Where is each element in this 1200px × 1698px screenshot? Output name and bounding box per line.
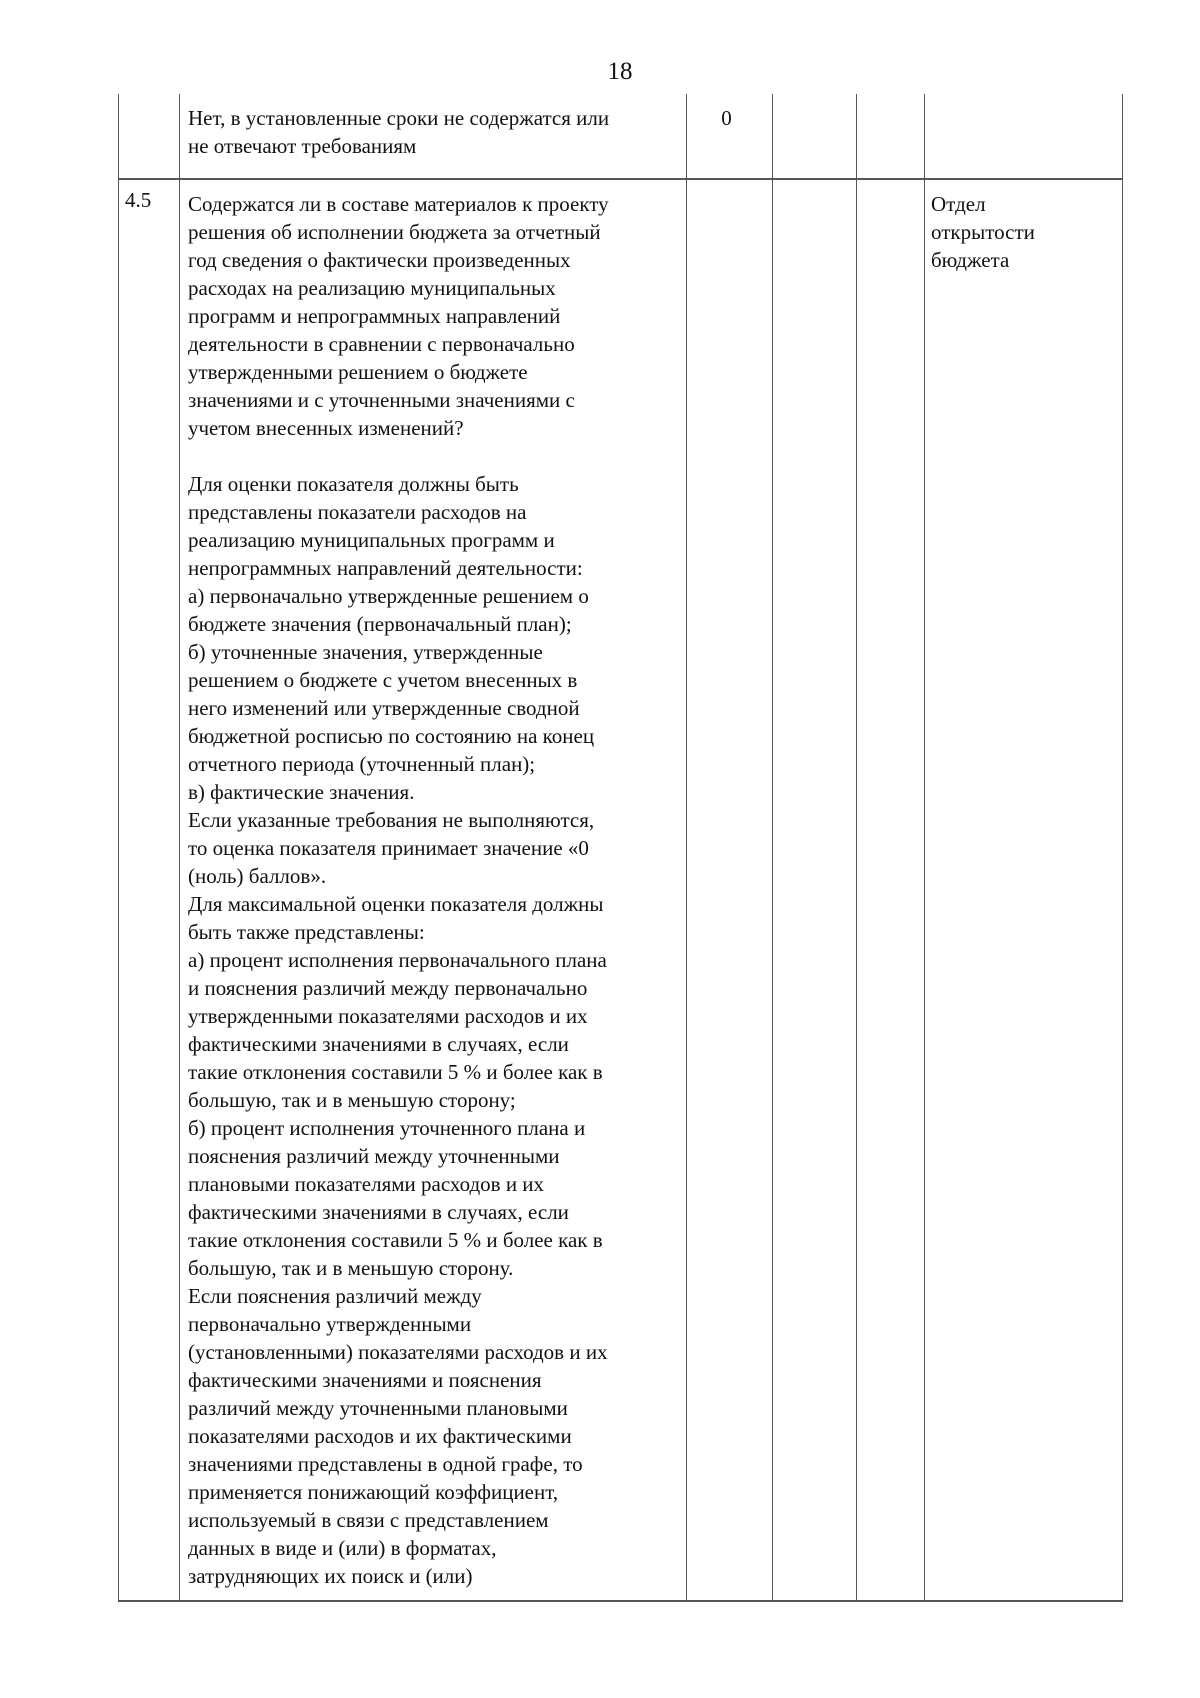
empty-cell	[773, 94, 857, 179]
score-cell	[687, 179, 773, 1601]
score-cell	[687, 94, 773, 179]
score-value: 0	[721, 106, 732, 130]
row-number: 4.5	[119, 179, 180, 1601]
empty-cell	[857, 94, 925, 179]
criterion-details: Для оценки показателя должны быть представлены показатели расходов на реализацию муниципальных программ и непрограммных направлений деятельности: а) первоначально утвержденные решением о бюджете значения (первоначальный план); б) уточненные значения, утвержденные решением о бюджете с учетом внесенных в него изменений или утвержденные сводной бюджетной росписью по состоянию на конец отчетного периода (уточненный план); в) фактические значения. Если указанные требования не выполняются, то оценка показателя принимает значение «0 (ноль) баллов». Для максимальной оценки показателя должны быть также представлены: а) процент исполнения первоначального плана и пояснения различий между первоначально утвержденными показателями расходов и их фактическими значениями в случаях, если такие отклонения составили 5 % и более как в большую, так и в меньшую сторону; б) процент исполнения уточненного плана и пояснения различий между уточненными плановыми показателями расходов и их фактическими значениями в случаях, если такие отклонения составили 5 % и более как в большую, так и в меньшую сторону. Если пояснения различий между первоначально утвержденными (установленными) показателями расходов и их фактическими значениями и пояснения различий между уточненными плановыми показателями расходов и их фактическими значениями представлены в одной графе, то применяется понижающий коэффициент, используемый в связи с представлением данных в виде и (или) в форматах, затрудняющих их поиск и (или)	[188, 472, 608, 1588]
table-row	[119, 94, 1123, 179]
criteria-table	[118, 94, 1123, 1602]
criterion-question: Содержатся ли в составе материалов к проекту решения об исполнении бюджета за отчетный год сведения о фактически произведенных расходах на реализацию муниципальных программ и непрограммных направлений деятельности в сравнении с первоначально утвержденными решением о бюджете значениями и с уточненными значениями с учетом внесенных изменений?	[188, 192, 609, 440]
criterion-cell	[180, 179, 687, 1601]
empty-cell	[857, 179, 925, 1601]
page-number: 18	[607, 58, 633, 85]
responsible-cell	[925, 94, 1123, 179]
empty-cell	[773, 179, 857, 1601]
table-row	[119, 179, 1123, 1601]
criterion-text: Нет, в установленные сроки не содержатся или не отвечают требованиям	[180, 94, 687, 179]
responsible-department: Отдел открытости бюджета	[925, 179, 1123, 1601]
row-number	[119, 94, 180, 179]
